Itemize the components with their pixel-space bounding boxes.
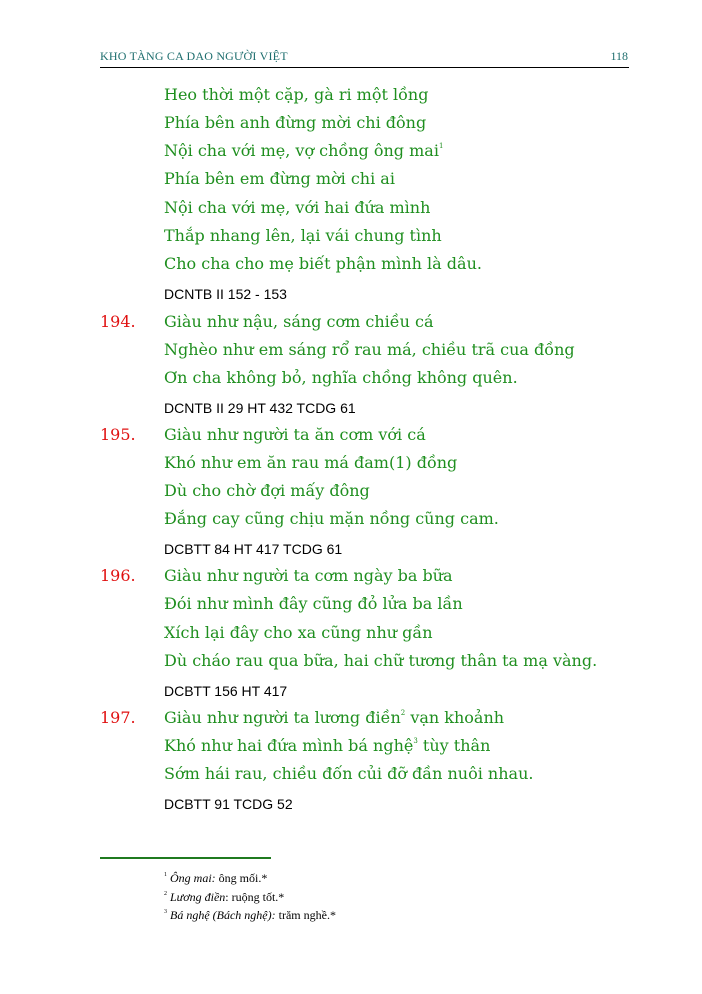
verse-text-cont: tùy thân xyxy=(417,736,491,755)
verse-line xyxy=(164,594,463,614)
header-rule xyxy=(100,67,629,68)
verse-text: Dù cháo rau qua bữa, hai chữ tương thân ta mạ vàng. xyxy=(164,651,598,670)
verse-line xyxy=(164,141,443,161)
verse-line xyxy=(164,708,504,728)
verse-line xyxy=(164,481,370,501)
verse-text: Khó như em ăn rau má đam(1) đồng xyxy=(164,453,458,472)
verse-text: Dù cho chờ đợi mấy đông xyxy=(164,481,370,500)
verse-text: Xích lại đây cho xa cũng như gần xyxy=(164,623,433,642)
verse-line xyxy=(164,623,433,643)
verse-number: 194. xyxy=(100,312,136,331)
source-citation: DCNTB II 29 HT 432 TCDG 61 xyxy=(164,400,356,416)
verse-line xyxy=(164,566,453,586)
footnote-marker: 1 xyxy=(438,142,444,150)
footnote-mark: 2 xyxy=(164,891,167,897)
footnote-definition: : ruộng tốt.* xyxy=(225,890,285,904)
verse-line xyxy=(164,736,490,756)
verse-line xyxy=(164,226,442,246)
verse-line xyxy=(164,453,457,473)
verse-number: 196. xyxy=(100,566,136,585)
footnote-term: Lương điền xyxy=(170,890,226,904)
verse-text: Giàu như nậu, sáng cơm chiều cá xyxy=(164,312,434,331)
verse-text: Nội cha với mẹ, với hai đứa mình xyxy=(164,198,431,217)
verse-line xyxy=(164,169,395,189)
verse-text: Sớm hái rau, chiều đốn củi đỡ đần nuôi nhau. xyxy=(164,764,534,783)
verse-text: Giàu như người ta lương điền xyxy=(164,708,401,727)
footnote-definition: trăm nghề.* xyxy=(275,908,336,922)
verse-text: Cho cha cho mẹ biết phận mình là dâu. xyxy=(164,254,482,273)
source-citation: DCBTT 156 HT 417 xyxy=(164,683,288,699)
verse-line xyxy=(164,425,426,445)
footnote-marker: 3 xyxy=(413,737,418,745)
verse-line xyxy=(164,312,434,332)
book-title: KHO TÀNG CA DAO NGƯỜI VIỆT xyxy=(100,49,288,63)
verse-line xyxy=(164,198,430,218)
verse-number: 195. xyxy=(100,425,136,444)
verse-line xyxy=(164,254,482,274)
footnote xyxy=(164,870,267,886)
verse-number: 197. xyxy=(100,708,136,727)
verse-text: Giàu như người ta ăn cơm với cá xyxy=(164,425,426,444)
verse-line xyxy=(164,85,428,105)
verse-line xyxy=(164,509,499,529)
verse-line xyxy=(164,368,518,388)
verse-text: Phía bên anh đừng mời chi đông xyxy=(164,113,427,132)
verse-text: Ơn cha không bỏ, nghĩa chồng không quên. xyxy=(164,368,518,387)
page-header xyxy=(100,49,628,67)
verse-text: Khó như hai đứa mình bá nghệ xyxy=(164,736,414,755)
verse-text: Heo thời một cặp, gà ri một lồng xyxy=(164,85,429,104)
verse-text: Giàu như người ta cơm ngày ba bữa xyxy=(164,566,453,585)
verse-line xyxy=(164,651,597,671)
verse-text: Nội cha với mẹ, vợ chồng ông mai xyxy=(164,141,439,160)
verse-line xyxy=(164,340,575,360)
footnote xyxy=(164,889,284,905)
verse-text: Đắng cay cũng chịu mặn nồng cũng cam. xyxy=(164,509,499,528)
footnote-mark: 3 xyxy=(164,909,167,915)
page-number: 118 xyxy=(610,49,628,63)
verse-text: Nghèo như em sáng rổ rau má, chiều trã cua đồng xyxy=(164,340,575,359)
footnote xyxy=(164,907,336,923)
footnote-definition: ông mối.* xyxy=(215,871,268,885)
verse-text: Phía bên em đừng mời chi ai xyxy=(164,169,395,188)
verse-text: Đói như mình đây cũng đỏ lửa ba lần xyxy=(164,594,463,613)
footnote-rule xyxy=(100,857,271,859)
footnote-marker: 2 xyxy=(400,709,406,717)
footnote-term: Ông mai: xyxy=(170,871,216,885)
verse-text-cont: vạn khoảnh xyxy=(405,708,505,727)
verse-text: Thắp nhang lên, lại vái chung tình xyxy=(164,226,442,245)
footnote-mark: 1 xyxy=(164,872,167,878)
verse-line xyxy=(164,113,426,133)
source-citation: DCNTB II 152 - 153 xyxy=(164,286,287,302)
source-citation: DCBTT 84 HT 417 TCDG 61 xyxy=(164,541,343,557)
source-citation: DCBTT 91 TCDG 52 xyxy=(164,796,293,812)
footnote-term: Bá nghệ (Bách nghệ): xyxy=(170,908,276,922)
verse-line xyxy=(164,764,533,784)
